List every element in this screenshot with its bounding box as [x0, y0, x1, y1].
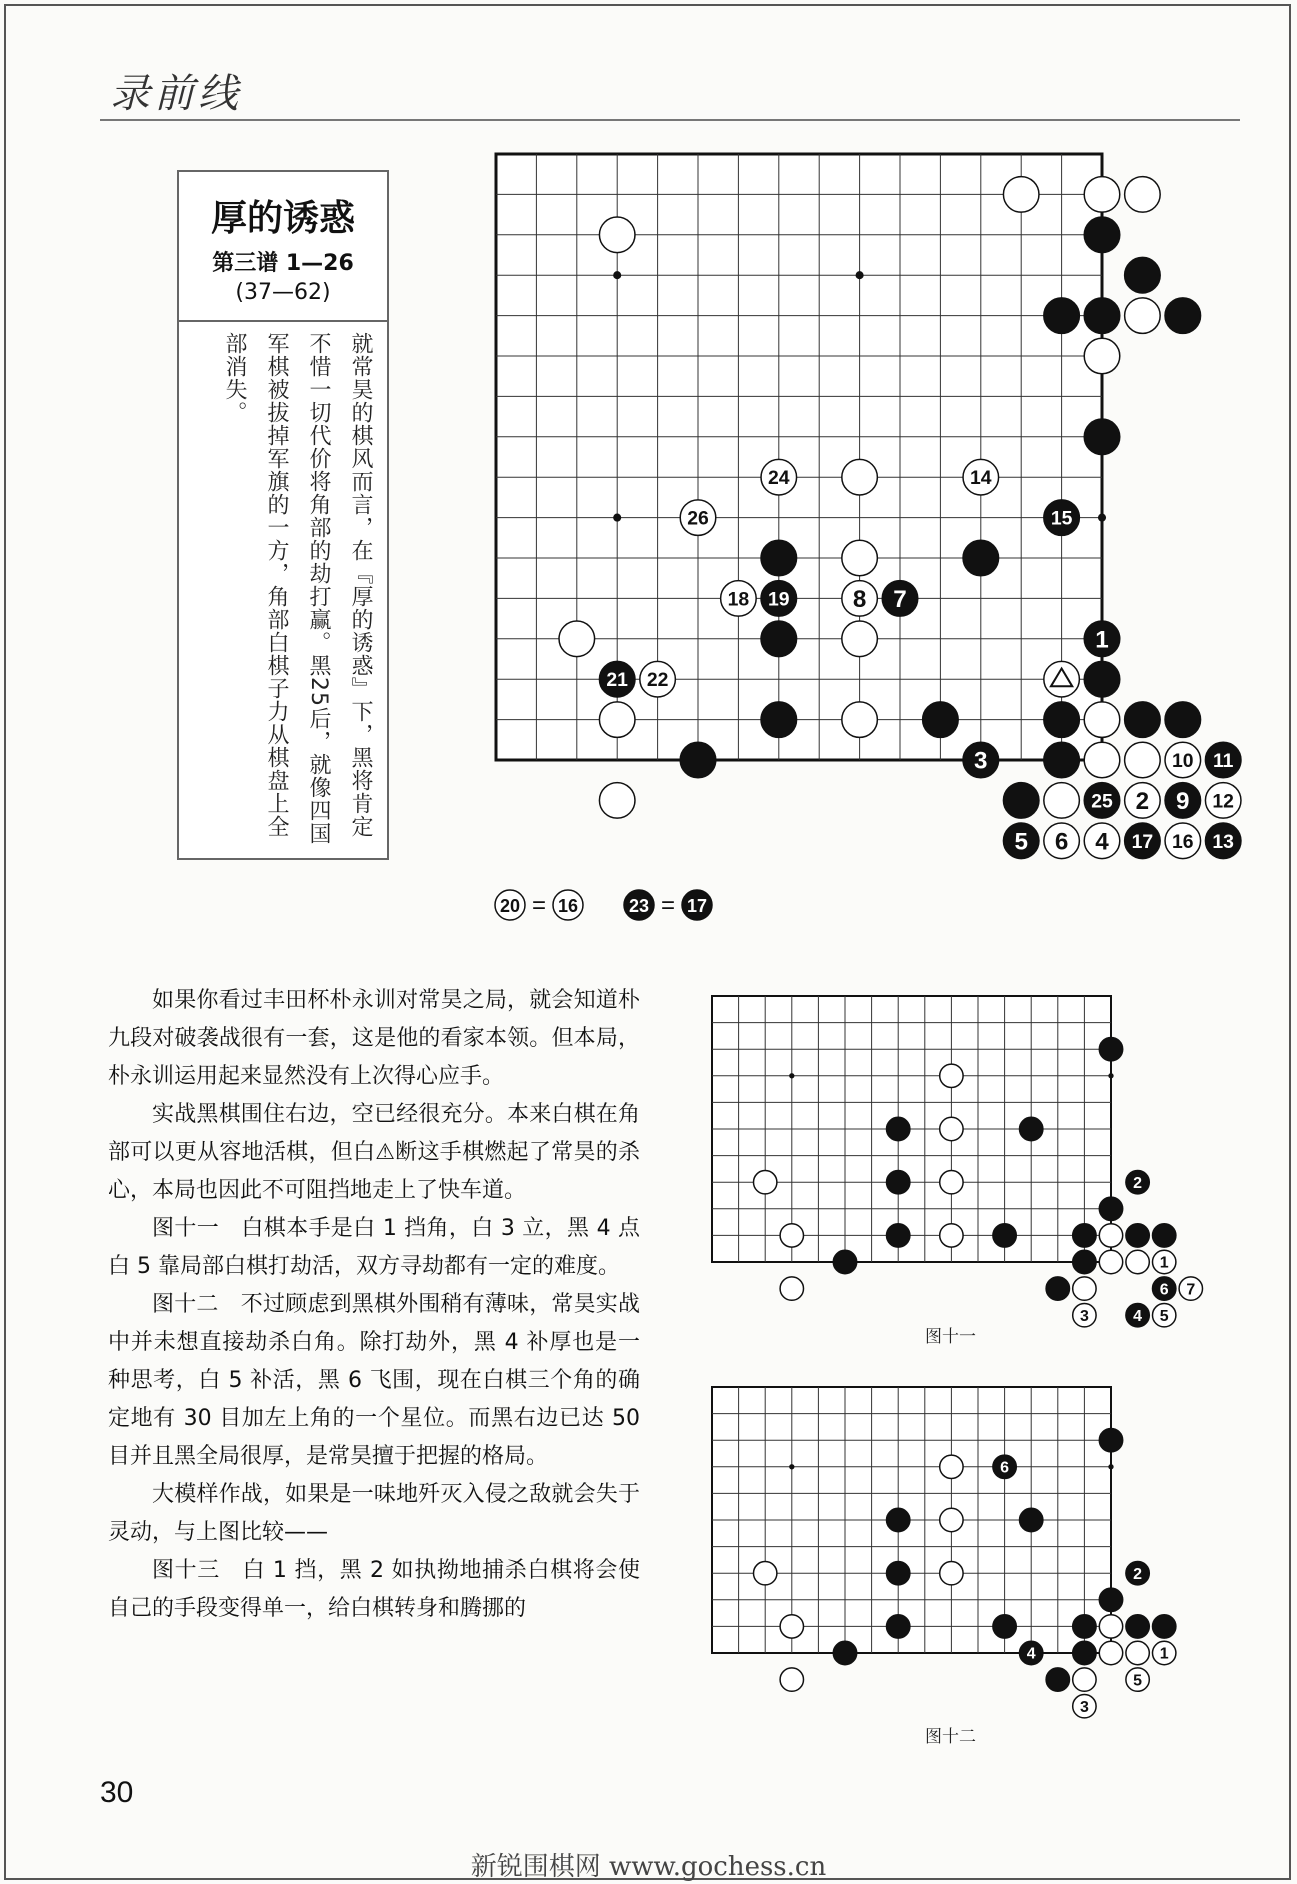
white-stone — [599, 783, 635, 819]
white-stone — [940, 1064, 963, 1087]
white-stone — [559, 621, 595, 657]
black-stone — [1003, 783, 1039, 819]
move-number: 14 — [970, 467, 992, 490]
move-number: 23 — [628, 896, 650, 916]
page-number: 30 — [100, 1776, 134, 1809]
paragraph: 图十一 白棋本手是白 1 挡角，白 3 立，黑 4 点白 5 靠局部白棋打劫活，双方寻劫都有一定的难度。 — [108, 1216, 640, 1279]
star-point — [856, 271, 864, 279]
black-stone — [886, 1224, 909, 1247]
black-stone — [1044, 298, 1080, 334]
header-title: 录前线 — [110, 71, 242, 117]
black-stone — [993, 1224, 1016, 1247]
black-stone — [886, 1508, 909, 1531]
black-stone — [1152, 1615, 1175, 1638]
white-stone — [753, 1561, 776, 1584]
white-stone — [1099, 1641, 1122, 1664]
body-text — [108, 982, 640, 1628]
white-stone — [599, 702, 635, 738]
black-stone — [1084, 419, 1120, 455]
black-stone — [1073, 1224, 1096, 1247]
white-stone — [1044, 783, 1080, 819]
move-number: 6 — [1054, 828, 1069, 856]
white-stone — [780, 1668, 803, 1691]
move-number: 9 — [1176, 788, 1190, 816]
move-number: 16 — [1172, 830, 1194, 853]
black-stone — [1165, 298, 1201, 334]
black-stone — [1073, 1641, 1096, 1664]
black-stone — [1125, 257, 1161, 293]
move-number: 17 — [686, 896, 708, 916]
white-stone — [940, 1117, 963, 1140]
black-stone — [886, 1561, 909, 1584]
star-point — [613, 271, 621, 279]
white-stone — [842, 459, 878, 495]
equals-sign: = — [660, 892, 676, 919]
move-number: 25 — [1091, 790, 1113, 813]
black-stone — [1084, 217, 1120, 253]
paragraph: 实战黑棋围住右边，空已经很充分。本来白棋在角部可以更从容地活棋，但白⚠断这手棋燃起了常昊的杀心，本局也因此不可阻挡地走上了快车道。 — [108, 1102, 640, 1203]
black-stone — [833, 1641, 856, 1664]
diagram-12-caption: 图十二 — [925, 1727, 976, 1747]
black-stone — [1073, 1615, 1096, 1638]
black-stone — [833, 1250, 856, 1273]
star-point — [1108, 1464, 1113, 1469]
white-stone — [940, 1561, 963, 1584]
white-stone — [753, 1170, 776, 1193]
info-title: 厚的诱惑 — [210, 197, 355, 239]
move-number: 4 — [1026, 1645, 1036, 1663]
white-stone — [780, 1615, 803, 1638]
white-stone — [1084, 742, 1120, 778]
diagram-11-caption: 图十一 — [925, 1327, 976, 1347]
paragraph: 大模样作战，如果是一味地歼灭入侵之敌就会失于灵动，与上图比较—— — [108, 1482, 640, 1545]
black-stone — [886, 1117, 909, 1140]
move-number: 11 — [1212, 749, 1234, 772]
black-stone — [1126, 1224, 1149, 1247]
info-text: 就常昊的棋风而言，在『厚的诱惑』下，黑将肯定不惜一切代价将角部的劫打赢。黑25后，就像四国军棋被拔掉军旗的一方，角部白棋子力从棋盘上全部消失。 — [222, 332, 373, 845]
footer-watermark: 新锐围棋网 www.gochess.cn — [470, 1852, 827, 1882]
board-edge — [496, 154, 1102, 760]
main-board-notes — [495, 890, 712, 920]
move-number: 2 — [1135, 788, 1150, 816]
move-number: 15 — [1050, 507, 1073, 530]
move-number: 17 — [1131, 830, 1154, 853]
black-stone — [1099, 1428, 1122, 1451]
white-stone — [842, 621, 878, 657]
move-number: 26 — [687, 507, 709, 530]
black-stone — [1046, 1277, 1069, 1300]
move-number: 8 — [852, 586, 867, 614]
black-stone — [761, 702, 797, 738]
move-number: 5 — [1133, 1672, 1143, 1690]
black-stone — [1019, 1508, 1042, 1531]
diagram-11-board — [712, 996, 1203, 1327]
move-number: 6 — [1159, 1281, 1169, 1299]
move-number: 24 — [768, 467, 790, 490]
white-stone — [599, 217, 635, 253]
black-stone — [923, 702, 959, 738]
black-stone — [761, 540, 797, 576]
white-stone — [1084, 702, 1120, 738]
move-number: 21 — [606, 669, 628, 692]
white-stone — [780, 1277, 803, 1300]
star-point — [1098, 514, 1106, 522]
white-stone — [940, 1508, 963, 1531]
white-stone — [1073, 1277, 1096, 1300]
move-number: 7 — [893, 586, 907, 614]
black-stone — [886, 1615, 909, 1638]
black-stone — [1099, 1588, 1122, 1611]
move-number: 5 — [1159, 1307, 1169, 1325]
move-number: 7 — [1186, 1281, 1196, 1299]
move-number: 4 — [1133, 1307, 1143, 1325]
black-stone — [680, 742, 716, 778]
black-stone — [1099, 1197, 1122, 1220]
move-number: 16 — [557, 896, 579, 916]
move-number: 2 — [1133, 1174, 1143, 1192]
move-number: 12 — [1212, 790, 1234, 813]
move-number: 3 — [1079, 1307, 1089, 1325]
white-stone — [940, 1455, 963, 1478]
white-stone — [940, 1224, 963, 1247]
move-number: 1 — [1159, 1254, 1169, 1272]
black-stone — [1099, 1037, 1122, 1060]
white-stone — [842, 702, 878, 738]
white-stone — [1125, 298, 1161, 334]
white-stone — [1125, 177, 1161, 213]
white-stone — [1099, 1224, 1122, 1247]
white-stone — [1084, 177, 1120, 213]
paragraph: 如果你看过丰田杯朴永训对常昊之局，就会知道朴九段对破袭战很有一套，这是他的看家本领。但本局，朴永训运用起来显然没有上次得心应手。 — [108, 988, 640, 1089]
move-number: 4 — [1095, 828, 1109, 856]
black-stone — [1044, 742, 1080, 778]
black-stone — [1019, 1117, 1042, 1140]
black-stone — [886, 1170, 909, 1193]
black-stone — [1165, 702, 1201, 738]
move-number: 6 — [1000, 1459, 1010, 1477]
move-number: 22 — [646, 669, 669, 692]
diagram-12-board — [712, 1387, 1176, 1718]
move-number: 19 — [768, 588, 790, 611]
move-number: 3 — [1079, 1698, 1089, 1716]
black-stone — [1044, 702, 1080, 738]
white-stone — [1003, 177, 1039, 213]
white-stone — [1073, 1668, 1096, 1691]
info-range: (37—62) — [235, 280, 331, 305]
black-stone — [1073, 1250, 1096, 1273]
white-stone — [780, 1224, 803, 1247]
white-stone — [1125, 742, 1161, 778]
move-number: 18 — [727, 588, 750, 611]
move-number: 13 — [1212, 830, 1234, 853]
black-stone — [1084, 298, 1120, 334]
white-stone — [1126, 1641, 1149, 1664]
star-point — [613, 514, 621, 522]
white-stone — [1084, 338, 1120, 374]
paragraph: 图十二 不过顾虑到黑棋外围稍有薄味，常昊实战中并未想直接劫杀白角。除打劫外，黑 4 补厚也是一种思考，白 5 补活，黑 6 飞围，现在白棋三个角的确定地有 30 目加左上角的一个星位。而黑右边已达 50 目并且黑全局很厚，是常昊擅于把握的格局。 — [108, 1292, 640, 1469]
move-number: 1 — [1159, 1645, 1169, 1663]
white-stone — [940, 1170, 963, 1193]
black-stone — [1126, 1615, 1149, 1638]
star-point — [1108, 1073, 1113, 1078]
white-stone — [842, 540, 878, 576]
white-stone — [1099, 1250, 1122, 1273]
black-stone — [1152, 1224, 1175, 1247]
star-point — [789, 1464, 794, 1469]
equals-sign: = — [531, 892, 547, 919]
main-go-board — [496, 154, 1241, 859]
white-stone — [1126, 1250, 1149, 1273]
move-number: 3 — [974, 747, 988, 775]
black-stone — [1046, 1668, 1069, 1691]
move-number: 5 — [1014, 828, 1028, 856]
black-stone — [1125, 702, 1161, 738]
star-point — [789, 1073, 794, 1078]
move-number: 20 — [499, 896, 521, 916]
black-stone — [761, 621, 797, 657]
paragraph: 图十三 白 1 挡，黑 2 如执拗地捕杀白棋将会使自己的手段变得单一，给白棋转身和腾挪的 — [108, 1558, 640, 1621]
black-stone — [993, 1615, 1016, 1638]
move-number: 1 — [1095, 626, 1109, 654]
black-stone — [1084, 661, 1120, 697]
move-number: 10 — [1172, 749, 1194, 772]
white-stone — [1099, 1615, 1122, 1638]
black-stone — [963, 540, 999, 576]
move-number: 2 — [1133, 1565, 1143, 1583]
info-subtitle: 第三谱 1—26 — [212, 251, 354, 276]
